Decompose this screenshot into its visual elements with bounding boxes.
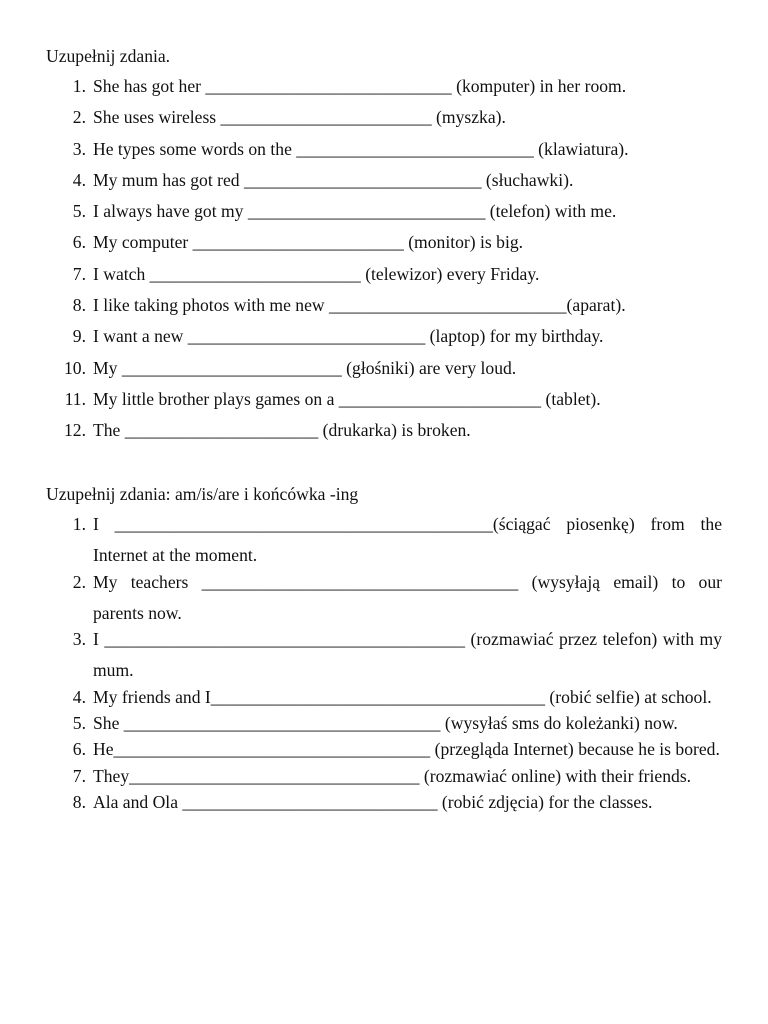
item-number: 6. (72, 232, 86, 253)
list-item (46, 567, 722, 630)
item-number: 1. (72, 76, 86, 96)
section1-list (46, 76, 722, 452)
list-item (46, 358, 722, 389)
item-number: 7. (72, 263, 86, 284)
item-text: She uses wireless ________________________ (myszka). (93, 107, 506, 128)
item-number: 7. (72, 765, 86, 786)
item-text: My friends and I______________________________________ (robić selfie) at school. (93, 686, 712, 707)
item-text: I _________________________________________ (rozmawiać przez telefon) with my mum. (93, 629, 722, 681)
section2-list (46, 514, 722, 818)
item-number: 2. (72, 107, 86, 128)
section2-heading: Uzupełnij zdania: am/is/are i końcówka -ing (46, 484, 359, 504)
item-text: He types some words on the ___________________________ (klawiatura). (93, 138, 629, 159)
item-text: I ___________________________________________(ściągać piosenkę) from the Internet at the moment. (93, 514, 722, 566)
item-text: My teachers ____________________________________ (wysyłają email) to our parents now. (93, 571, 722, 623)
list-item (46, 295, 722, 326)
item-text: Ala and Ola _____________________________ (robić zdjęcia) for the classes. (93, 791, 653, 812)
list-item (46, 201, 722, 232)
item-text: I always have got my ___________________________ (telefon) with me. (93, 201, 617, 222)
item-number: 9. (72, 326, 86, 347)
item-number: 2. (72, 571, 86, 592)
item-number: 8. (72, 295, 86, 316)
item-text: They_________________________________ (rozmawiać online) with their friends. (93, 765, 692, 786)
item-text: He____________________________________ (przegląda Internet) because he is bored. (93, 739, 720, 760)
item-text: She has got her ____________________________ (komputer) in her room. (93, 76, 627, 96)
list-item (46, 787, 722, 818)
item-text: I watch ________________________ (telewizor) every Friday. (93, 263, 540, 284)
item-text: I like taking photos with me new ___________________________(aparat). (93, 295, 626, 316)
item-number: 4. (72, 686, 86, 707)
list-item (46, 326, 722, 357)
item-number: 10. (64, 357, 86, 378)
item-number: 3. (72, 138, 86, 159)
list-item (46, 232, 722, 263)
list-item (46, 76, 722, 107)
item-number: 3. (72, 629, 86, 650)
item-number: 12. (64, 420, 86, 441)
item-text: I want a new ___________________________ (laptop) for my birthday. (93, 326, 604, 347)
item-number: 8. (72, 791, 86, 812)
item-number: 11. (64, 388, 86, 409)
item-number: 1. (72, 514, 86, 534)
item-number: 4. (72, 169, 86, 190)
item-text: My mum has got red ___________________________ (słuchawki). (93, 169, 574, 190)
item-number: 6. (72, 739, 86, 760)
item-text: My computer ________________________ (monitor) is big. (93, 232, 524, 253)
item-text: My _________________________ (głośniki) are very loud. (93, 357, 517, 378)
list-item (46, 139, 722, 170)
list-item (46, 420, 722, 451)
item-number: 5. (72, 713, 86, 734)
list-item (46, 264, 722, 295)
list-item (46, 107, 722, 138)
item-text: The ______________________ (drukarka) is broken. (93, 420, 471, 441)
list-item (46, 389, 722, 420)
list-item (46, 624, 722, 687)
list-item (46, 170, 722, 201)
item-number: 5. (72, 201, 86, 222)
item-text: My little brother plays games on a _______________________ (tablet). (93, 388, 601, 409)
list-item (46, 509, 722, 572)
section1-heading: Uzupełnij zdania. (46, 46, 171, 66)
item-text: She ____________________________________ (wysyłaś sms do koleżanki) now. (93, 713, 678, 734)
